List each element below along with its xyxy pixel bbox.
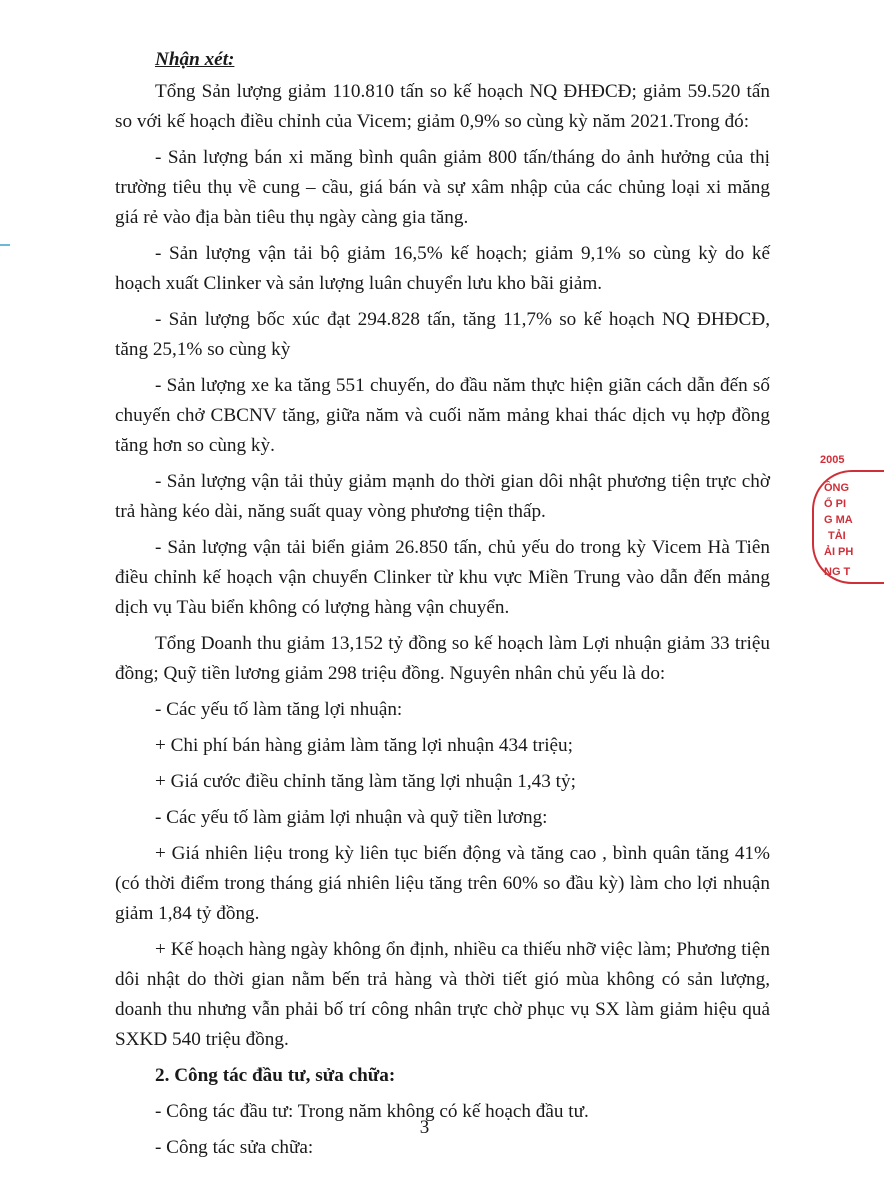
paragraph-fuel-price: + Giá nhiên liệu trong kỳ liên tục biến động và tăng cao , bình quân tăng 41% (có thời điểm trong tháng giá nhiên liệu tăng trên 60% so đầu kỳ) làm cho lợi nhuận giảm 1,84 tỷ đồng. (115, 843, 770, 924)
item-repair: - Công tác sửa chữa: (155, 1137, 314, 1158)
stamp-text: Ổ PI (824, 498, 847, 510)
stamp-text: ÔNG (824, 482, 850, 494)
paragraph-car-trips: - Sản lượng xe ka tăng 551 chuyến, do đầu năm thực hiện giãn cách dẫn đến số chuyến chở CBCNV tăng, giữa năm và cuối năm mảng khai thác dịch vụ hợp đồng tăng hơn so cùng kỳ. (115, 375, 770, 456)
paragraph-road-transport: - Sản lượng vận tải bộ giảm 16,5% kế hoạch; giảm 9,1% so cùng kỳ do kế hoạch xuất Clinker và sản lượng luân chuyển lưu kho bãi giảm. (115, 243, 770, 294)
stamp-text: ẢI PH (824, 546, 854, 558)
document-body (115, 45, 770, 1169)
paragraph-freight-rate: + Giá cước điều chỉnh tăng làm tăng lợi nhuận 1,43 tỷ; (155, 771, 576, 792)
margin-mark (0, 244, 10, 246)
section-heading-investment: 2. Công tác đầu tư, sửa chữa: (155, 1065, 396, 1086)
stamp-text: G MA (824, 514, 853, 526)
stamp-text: NG T (824, 566, 851, 578)
paragraph-cement-sales: - Sản lượng bán xi măng bình quân giảm 800 tấn/tháng do ảnh hưởng của thị trường tiêu thụ về cung – cầu, giá bán và sự xâm nhập của các chủng loại xi măng giá rẻ vào địa bàn tiêu thụ ngày càng gia tăng. (115, 147, 770, 228)
paragraph-waterway: - Sản lượng vận tải thủy giảm mạnh do thời gian dôi nhật phương tiện trực chờ trả hàng kéo dài, năng suất quay vòng phương tiện thấp. (115, 471, 770, 522)
paragraph-daily-plan: + Kế hoạch hàng ngày không ổn định, nhiều ca thiếu nhỡ việc làm; Phương tiện dôi nhật do thời gian nằm bến trả hàng và thời tiết gió mùa không có sản lượng, doanh thu nhưng vẫn phải bố trí công nhân trực chờ phục vụ SX làm giảm hiệu quả SXKD 540 triệu đồng. (115, 939, 770, 1050)
paragraph-profit-increase-factors: - Các yếu tố làm tăng lợi nhuận: (155, 699, 403, 720)
comment-heading: Nhận xét: (155, 49, 235, 70)
paragraph-total-revenue: Tổng Doanh thu giảm 13,152 tỷ đồng so kế hoạch làm Lợi nhuận giảm 33 triệu đồng; Quỹ tiền lương giảm 298 triệu đồng. Nguyên nhân chủ yếu là do: (115, 633, 770, 684)
item-investment: - Công tác đầu tư: Trong năm không có kế hoạch đầu tư. (155, 1101, 589, 1122)
paragraph-loading: - Sản lượng bốc xúc đạt 294.828 tấn, tăng 11,7% so kế hoạch NQ ĐHĐCĐ, tăng 25,1% so cùng kỳ (115, 309, 770, 360)
page-number: 3 (419, 1117, 430, 1138)
stamp-text: 2005 (820, 454, 845, 466)
company-stamp (810, 452, 870, 582)
stamp-text: TẢI (828, 530, 846, 542)
paragraph-sea-transport: - Sản lượng vận tải biển giảm 26.850 tấn, chủ yếu do trong kỳ Vicem Hà Tiên điều chỉnh kế hoạch vận chuyển Clinker từ khu vực Miền Trung vào dẫn đến mảng dịch vụ Tàu biển không có lượng hàng vận chuyển. (115, 537, 770, 618)
paragraph-sales-cost: + Chi phí bán hàng giảm làm tăng lợi nhuận 434 triệu; (155, 735, 573, 756)
paragraph-total-output: Tổng Sản lượng giảm 110.810 tấn so kế hoạch NQ ĐHĐCĐ; giảm 59.520 tấn so với kế hoạch điều chỉnh của Vicem; giảm 0,9% so cùng kỳ năm 2021.Trong đó: (115, 81, 770, 132)
paragraph-profit-decrease-factors: - Các yếu tố làm giảm lợi nhuận và quỹ tiền lương: (155, 807, 548, 828)
